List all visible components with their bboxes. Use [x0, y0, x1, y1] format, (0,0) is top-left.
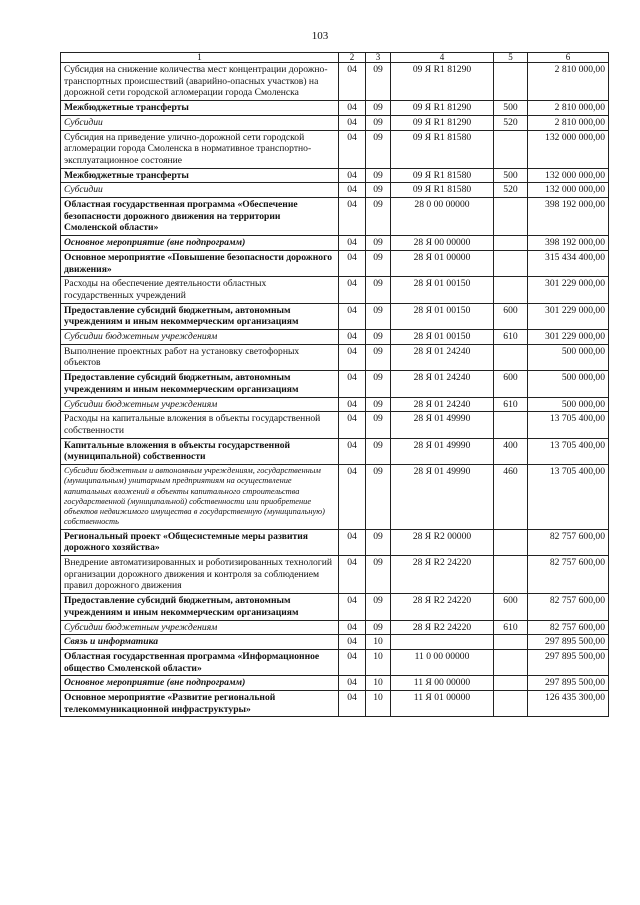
row-name: Расходы на капитальные вложения в объекты государственной собственности [61, 412, 339, 438]
row-name: Межбюджетные трансферты [61, 168, 339, 183]
row-expense-type [494, 691, 528, 717]
row-name: Областная государственная программа «Обеспечение безопасности дорожного движения на территории Смоленской области» [61, 198, 339, 236]
row-subsection: 09 [366, 236, 391, 251]
row-expense-type: 520 [494, 115, 528, 130]
row-subsection: 09 [366, 198, 391, 236]
row-subsection: 09 [366, 438, 391, 464]
row-expense-type: 460 [494, 465, 528, 530]
row-name: Субсидии [61, 115, 339, 130]
row-expense-type [494, 412, 528, 438]
row-target-article: 28 Я R2 24220 [391, 620, 494, 635]
row-section: 04 [339, 303, 366, 329]
row-name: Основное мероприятие (вне подпрограмм) [61, 676, 339, 691]
row-subsection: 09 [366, 620, 391, 635]
row-section: 04 [339, 412, 366, 438]
row-subsection: 09 [366, 130, 391, 168]
row-section: 04 [339, 344, 366, 370]
row-amount: 297 895 500,00 [528, 635, 609, 650]
row-subsection: 09 [366, 594, 391, 620]
row-expense-type: 610 [494, 397, 528, 412]
row-section: 04 [339, 168, 366, 183]
row-subsection: 10 [366, 676, 391, 691]
row-expense-type: 600 [494, 303, 528, 329]
table-row [61, 277, 609, 303]
table-row [61, 649, 609, 675]
row-expense-type [494, 236, 528, 251]
table-row [61, 101, 609, 116]
row-expense-type [494, 63, 528, 101]
row-subsection: 10 [366, 691, 391, 717]
row-target-article: 09 Я R1 81580 [391, 168, 494, 183]
page-number: 103 [311, 30, 329, 42]
row-section: 04 [339, 691, 366, 717]
table-row [61, 330, 609, 345]
row-expense-type [494, 635, 528, 650]
row-name: Основное мероприятие «Развитие региональной телекоммуникационной инфраструктуры» [61, 691, 339, 717]
row-target-article: 11 0 00 00000 [391, 649, 494, 675]
row-expense-type [494, 556, 528, 594]
row-amount: 2 810 000,00 [528, 115, 609, 130]
row-section: 04 [339, 556, 366, 594]
table-row [61, 371, 609, 397]
row-target-article: 11 Я 01 00000 [391, 691, 494, 717]
row-name: Связь и информатика [61, 635, 339, 650]
table-row [61, 556, 609, 594]
row-name: Выполнение проектных работ на установку светофорных объектов [61, 344, 339, 370]
row-target-article: 28 Я 01 49990 [391, 465, 494, 530]
col-header: 2 [339, 53, 366, 63]
row-amount: 500 000,00 [528, 371, 609, 397]
row-name: Субсидии [61, 183, 339, 198]
row-section: 04 [339, 529, 366, 555]
table-row [61, 115, 609, 130]
row-name: Капитальные вложения в объекты государственной (муниципальной) собственности [61, 438, 339, 464]
row-expense-type: 600 [494, 371, 528, 397]
row-target-article: 28 Я 01 24240 [391, 397, 494, 412]
row-name: Предоставление субсидий бюджетным, автономным учреждениям и иным некоммерческим организациям [61, 371, 339, 397]
row-amount: 2 810 000,00 [528, 101, 609, 116]
row-amount: 315 434 400,00 [528, 250, 609, 276]
row-amount: 132 000 000,00 [528, 130, 609, 168]
row-name: Предоставление субсидий бюджетным, автономным учреждениям и иным некоммерческим организациям [61, 303, 339, 329]
row-name: Региональный проект «Общесистемные меры развития дорожного хозяйства» [61, 529, 339, 555]
table-row [61, 198, 609, 236]
row-amount: 301 229 000,00 [528, 277, 609, 303]
row-target-article: 28 Я 01 24240 [391, 344, 494, 370]
row-subsection: 09 [366, 529, 391, 555]
row-amount: 82 757 600,00 [528, 529, 609, 555]
row-target-article: 28 Я 00 00000 [391, 236, 494, 251]
row-subsection: 09 [366, 556, 391, 594]
row-expense-type: 500 [494, 101, 528, 116]
row-name: Субсидии бюджетным учреждениям [61, 397, 339, 412]
row-amount: 82 757 600,00 [528, 594, 609, 620]
row-target-article: 28 Я 01 00000 [391, 250, 494, 276]
row-name: Областная государственная программа «Информационное общество Смоленской области» [61, 649, 339, 675]
table-row [61, 594, 609, 620]
row-target-article: 09 Я R1 81290 [391, 115, 494, 130]
table-row [61, 676, 609, 691]
row-section: 04 [339, 115, 366, 130]
row-subsection: 09 [366, 344, 391, 370]
row-target-article: 28 Я 01 24240 [391, 371, 494, 397]
row-target-article [391, 635, 494, 650]
row-subsection: 09 [366, 250, 391, 276]
row-expense-type: 610 [494, 620, 528, 635]
row-subsection: 09 [366, 277, 391, 303]
row-subsection: 09 [366, 397, 391, 412]
table-row [61, 691, 609, 717]
row-section: 04 [339, 250, 366, 276]
row-target-article: 28 Я 01 49990 [391, 438, 494, 464]
row-target-article: 28 Я R2 24220 [391, 594, 494, 620]
table-row [61, 438, 609, 464]
table-row [61, 250, 609, 276]
row-name: Субсидии бюджетным учреждениям [61, 330, 339, 345]
row-target-article: 28 Я 01 00150 [391, 330, 494, 345]
row-amount: 126 435 300,00 [528, 691, 609, 717]
header-row [61, 53, 609, 63]
row-subsection: 09 [366, 330, 391, 345]
row-section: 04 [339, 198, 366, 236]
table-row [61, 635, 609, 650]
row-amount: 13 705 400,00 [528, 438, 609, 464]
row-amount: 132 000 000,00 [528, 168, 609, 183]
row-section: 04 [339, 635, 366, 650]
row-expense-type [494, 198, 528, 236]
row-expense-type [494, 130, 528, 168]
row-name: Основное мероприятие «Повышение безопасности дорожного движения» [61, 250, 339, 276]
row-target-article: 09 Я R1 81290 [391, 101, 494, 116]
row-amount: 82 757 600,00 [528, 620, 609, 635]
table-row [61, 130, 609, 168]
row-name: Внедрение автоматизированных и роботизированных технологий организации дорожного движения и контроля за соблюдением правил дорожного движения [61, 556, 339, 594]
row-amount: 13 705 400,00 [528, 412, 609, 438]
row-subsection: 09 [366, 412, 391, 438]
row-amount: 301 229 000,00 [528, 330, 609, 345]
col-header: 3 [366, 53, 391, 63]
row-subsection: 09 [366, 303, 391, 329]
row-section: 04 [339, 277, 366, 303]
row-target-article: 28 Я R2 00000 [391, 529, 494, 555]
row-section: 04 [339, 620, 366, 635]
row-amount: 301 229 000,00 [528, 303, 609, 329]
row-section: 04 [339, 236, 366, 251]
table-row [61, 529, 609, 555]
row-amount: 13 705 400,00 [528, 465, 609, 530]
row-name: Основное мероприятие (вне подпрограмм) [61, 236, 339, 251]
row-section: 04 [339, 397, 366, 412]
row-section: 04 [339, 649, 366, 675]
row-name: Субсидии бюджетным и автономным учреждениям, государственным (муниципальным) унитарным предприятиям на осуществление капитальных вложений в объекты капитального строительства государственной (муниципальной) собственности или приобретение объектов недвижимого имущества в государственную (муниципальную) собственность [61, 465, 339, 530]
row-expense-type: 610 [494, 330, 528, 345]
row-subsection: 09 [366, 371, 391, 397]
row-expense-type: 600 [494, 594, 528, 620]
row-section: 04 [339, 594, 366, 620]
row-subsection: 09 [366, 115, 391, 130]
row-amount: 132 000 000,00 [528, 183, 609, 198]
table-row [61, 236, 609, 251]
row-subsection: 09 [366, 465, 391, 530]
table-row [61, 397, 609, 412]
row-expense-type [494, 277, 528, 303]
row-target-article: 28 Я R2 24220 [391, 556, 494, 594]
table-row [61, 168, 609, 183]
row-name: Расходы на обеспечение деятельности областных государственных учреждений [61, 277, 339, 303]
row-amount: 297 895 500,00 [528, 676, 609, 691]
row-subsection: 09 [366, 168, 391, 183]
row-subsection: 10 [366, 649, 391, 675]
row-section: 04 [339, 465, 366, 530]
table-row [61, 344, 609, 370]
row-section: 04 [339, 676, 366, 691]
row-target-article: 09 Я R1 81580 [391, 130, 494, 168]
row-target-article: 09 Я R1 81290 [391, 63, 494, 101]
row-amount: 2 810 000,00 [528, 63, 609, 101]
row-section: 04 [339, 371, 366, 397]
row-section: 04 [339, 183, 366, 198]
row-target-article: 28 Я 01 00150 [391, 277, 494, 303]
row-target-article: 11 Я 00 00000 [391, 676, 494, 691]
row-amount: 82 757 600,00 [528, 556, 609, 594]
row-target-article: 28 Я 01 00150 [391, 303, 494, 329]
row-name: Субсидии бюджетным учреждениям [61, 620, 339, 635]
table-row [61, 183, 609, 198]
row-expense-type: 400 [494, 438, 528, 464]
row-amount: 398 192 000,00 [528, 236, 609, 251]
table-row [61, 465, 609, 530]
row-expense-type [494, 344, 528, 370]
row-target-article: 28 0 00 00000 [391, 198, 494, 236]
row-expense-type [494, 529, 528, 555]
table-row [61, 620, 609, 635]
row-expense-type [494, 250, 528, 276]
row-section: 04 [339, 130, 366, 168]
col-header: 1 [61, 53, 339, 63]
budget-table [60, 52, 609, 717]
col-header: 6 [528, 53, 609, 63]
table-row [61, 303, 609, 329]
row-subsection: 09 [366, 183, 391, 198]
row-name: Субсидия на приведение улично-дорожной сети городской агломерации города Смоленска в нормативное транспортно-эксплуатационное состояние [61, 130, 339, 168]
row-expense-type: 500 [494, 168, 528, 183]
table-row [61, 63, 609, 101]
row-section: 04 [339, 438, 366, 464]
row-section: 04 [339, 330, 366, 345]
row-amount: 500 000,00 [528, 397, 609, 412]
row-amount: 297 895 500,00 [528, 649, 609, 675]
row-section: 04 [339, 101, 366, 116]
row-section: 04 [339, 63, 366, 101]
row-subsection: 09 [366, 63, 391, 101]
row-name: Предоставление субсидий бюджетным, автономным учреждениям и иным некоммерческим организациям [61, 594, 339, 620]
row-subsection: 10 [366, 635, 391, 650]
row-target-article: 28 Я 01 49990 [391, 412, 494, 438]
row-expense-type: 520 [494, 183, 528, 198]
row-expense-type [494, 676, 528, 691]
col-header: 4 [391, 53, 494, 63]
row-subsection: 09 [366, 101, 391, 116]
row-expense-type [494, 649, 528, 675]
row-name: Субсидия на снижение количества мест концентрации дорожно-транспортных происшествий (аварийно-опасных участков) на дорожной сети городской агломерации города Смоленска [61, 63, 339, 101]
col-header: 5 [494, 53, 528, 63]
row-amount: 500 000,00 [528, 344, 609, 370]
table-row [61, 412, 609, 438]
row-amount: 398 192 000,00 [528, 198, 609, 236]
row-target-article: 09 Я R1 81580 [391, 183, 494, 198]
row-name: Межбюджетные трансферты [61, 101, 339, 116]
